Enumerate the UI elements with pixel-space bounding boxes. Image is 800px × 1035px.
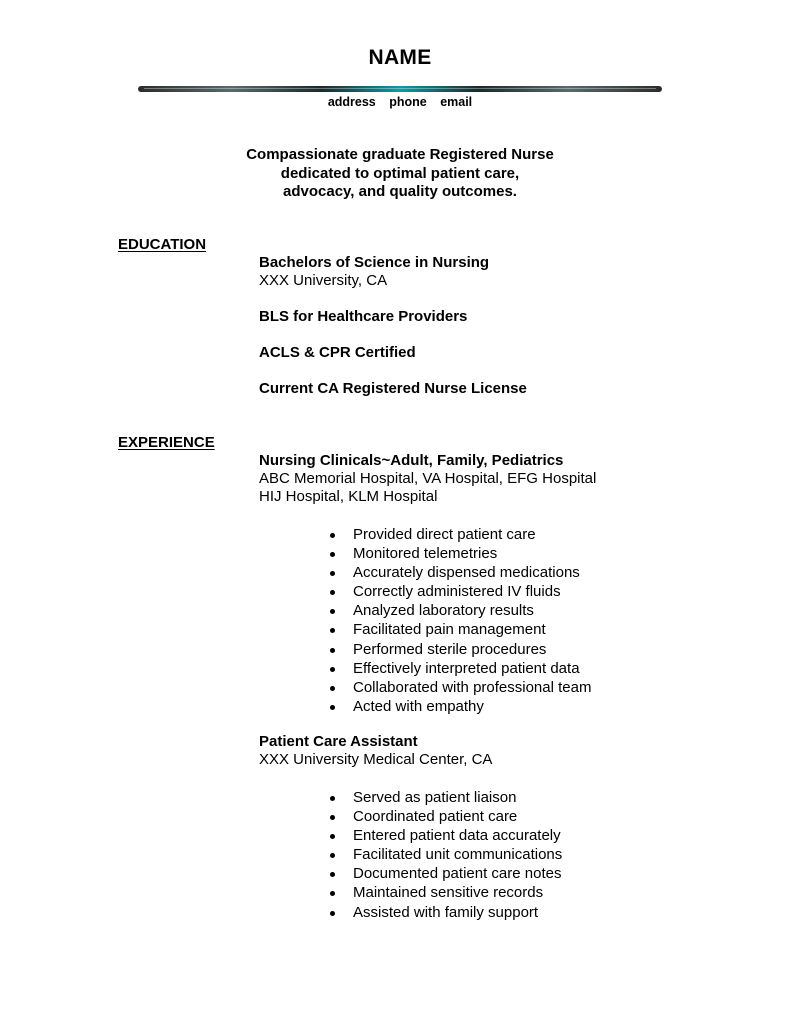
experience-heading: EXPERIENCE bbox=[118, 434, 215, 451]
school-name: XXX University, CA bbox=[259, 272, 388, 290]
list-item: Performed sterile procedures bbox=[324, 640, 591, 659]
list-item: Served as patient liaison bbox=[324, 788, 562, 807]
list-item: Assisted with family support bbox=[324, 903, 562, 922]
list-item: Analyzed laboratory results bbox=[324, 601, 591, 620]
job-location: HIJ Hospital, KLM Hospital bbox=[259, 488, 438, 506]
job-duties-list bbox=[324, 525, 591, 716]
certification: BLS for Healthcare Providers bbox=[259, 308, 468, 325]
degree-title: Bachelors of Science in Nursing bbox=[259, 254, 490, 271]
objective-line: advocacy, and quality outcomes. bbox=[283, 183, 517, 200]
job-header bbox=[259, 733, 492, 769]
job-header bbox=[259, 452, 596, 507]
certification: Current CA Registered Nurse License bbox=[259, 380, 527, 397]
education-heading: EDUCATION bbox=[118, 236, 207, 253]
list-item: Maintained sensitive records bbox=[324, 883, 562, 902]
list-item: Entered patient data accurately bbox=[324, 826, 562, 845]
objective-line: Compassionate graduate Registered Nurse bbox=[246, 146, 554, 163]
objective-statement bbox=[0, 146, 800, 202]
contact-line: address phone email bbox=[327, 95, 473, 109]
list-item: Monitored telemetries bbox=[324, 544, 591, 563]
list-item: Accurately dispensed medications bbox=[324, 563, 591, 582]
certification: ACLS & CPR Certified bbox=[259, 344, 416, 361]
job-title: Nursing Clinicals~Adult, Family, Pediatrics bbox=[259, 452, 564, 469]
objective-line: dedicated to optimal patient care, bbox=[280, 164, 520, 182]
list-item: Collaborated with professional team bbox=[324, 678, 591, 697]
list-item: Provided direct patient care bbox=[324, 525, 591, 544]
job-location: ABC Memorial Hospital, VA Hospital, EFG Hospital bbox=[259, 470, 597, 488]
list-item: Correctly administered IV fluids bbox=[324, 582, 591, 601]
job-duties-list bbox=[324, 788, 562, 922]
candidate-name: NAME bbox=[368, 46, 432, 69]
list-item: Facilitated pain management bbox=[324, 620, 591, 639]
job-title: Patient Care Assistant bbox=[259, 733, 418, 750]
header-divider bbox=[138, 86, 662, 92]
list-item: Facilitated unit communications bbox=[324, 845, 562, 864]
list-item: Coordinated patient care bbox=[324, 807, 562, 826]
list-item: Effectively interpreted patient data bbox=[324, 659, 591, 678]
list-item: Documented patient care notes bbox=[324, 864, 562, 883]
list-item: Acted with empathy bbox=[324, 697, 591, 716]
job-location: XXX University Medical Center, CA bbox=[259, 751, 493, 769]
education-degree-block bbox=[259, 254, 489, 290]
